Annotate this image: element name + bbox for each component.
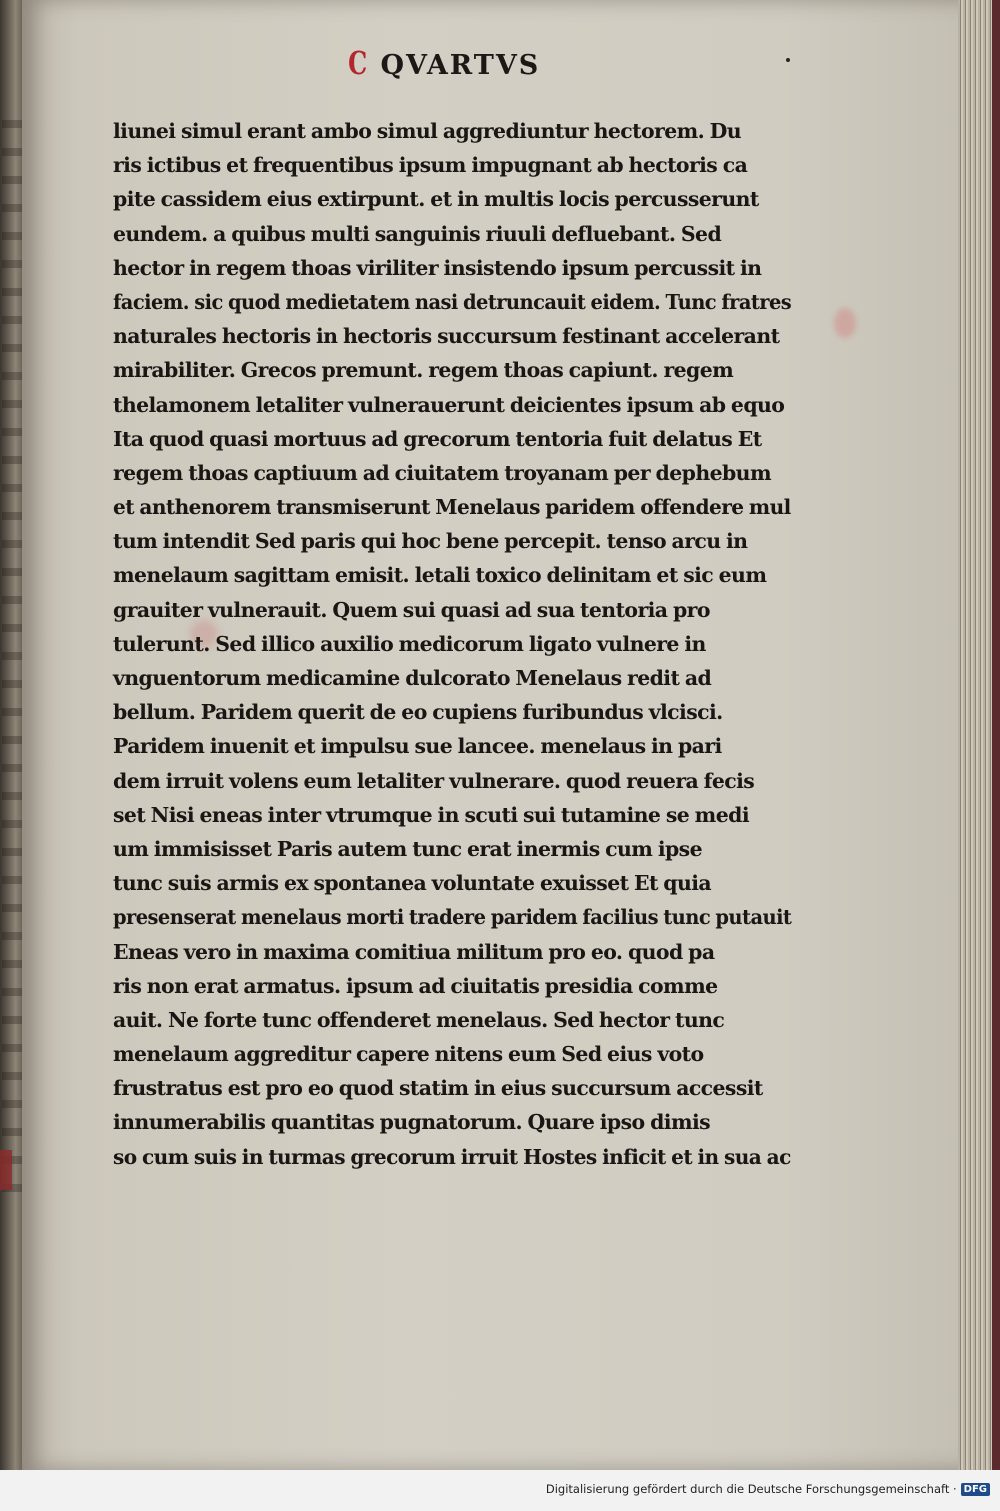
- text-line: frustratus est pro eo quod statim in eius succursum accessit: [113, 1076, 763, 1101]
- text-line: auit. Ne forte tunc offenderet menelaus. Sed hector tunc: [113, 1007, 725, 1032]
- text-line: faciem. sic quod medietatem nasi detruncauit eidem. Tunc fratres: [113, 289, 792, 314]
- text-line: dem irruit volens eum letaliter vulnerare. quod reuera fecis: [113, 768, 755, 793]
- text-line: um immisisset Paris autem tunc erat inermis cum ipse: [113, 836, 703, 861]
- rubric-initial: C: [348, 44, 368, 82]
- text-line: et anthenorem transmiserunt Menelaus paridem offendere mul: [113, 495, 791, 520]
- text-line: menelaum aggreditur capere nitens eum Sed eius voto: [113, 1042, 704, 1067]
- text-line: grauiter vulnerauit. Quem sui quasi ad sua tentoria pro: [113, 597, 710, 622]
- text-line: vnguentorum medicamine dulcorato Menelaus redit ad: [113, 666, 712, 690]
- text-line: pite cassidem eius extirpunt. et in multis locis percusserunt: [113, 187, 759, 212]
- book-cover-edge: [992, 0, 1000, 1470]
- text-line: liunei simul erant ambo simul aggrediuntur hectorem. Du: [113, 119, 742, 143]
- text-line: eundem. a quibus multi sanguinis riuuli defluebant. Sed: [113, 221, 722, 246]
- text-line: ris non erat armatus. ipsum ad ciuitatis presidia comme: [113, 973, 718, 998]
- text-line: innumerabilis quantitas pugnatorum. Quare ipso dimis: [113, 1110, 711, 1135]
- text-line: naturales hectoris in hectoris succursum festinant accelerant: [113, 324, 780, 349]
- header-title: QVARTVS: [380, 50, 541, 81]
- page-stack-edge: [958, 0, 1000, 1470]
- text-line: so cum suis in turmas grecorum irruit Hostes inficit et in sua ac: [113, 1144, 791, 1169]
- text-line: ris ictibus et frequentibus ipsum impugnant ab hectoris ca: [113, 153, 748, 178]
- ink-dot: [786, 58, 790, 62]
- text-line: set Nisi eneas inter vtrumque in scuti sui tutamine se medi: [113, 802, 749, 827]
- text-line: tunc suis armis ex spontanea voluntate exuisset Et quia: [113, 871, 712, 896]
- dfg-logo: DFG: [961, 1483, 990, 1496]
- text-line: Paridem inuenit et impulsu sue lancee. menelaus in pari: [113, 734, 722, 759]
- text-line: tulerunt. Sed illico auxilio medicorum ligato vulnere in: [113, 631, 706, 656]
- text-line: Ita quod quasi mortuus ad grecorum tentoria fuit delatus Et: [113, 426, 762, 451]
- text-line: Eneas vero in maxima comitiua militum pro eo. quod pa: [113, 939, 715, 964]
- footer-credit: [546, 1482, 990, 1496]
- text-line: hector in regem thoas viriliter insistendo ipsum percussit in: [113, 255, 762, 280]
- credit-text: Digitalisierung gefördert durch die Deutsche Forschungsgemeinschaft ·: [545, 1482, 957, 1496]
- facing-page-text-traces: [2, 120, 22, 1200]
- text-line: tum intendit Sed paris qui hoc bene percepit. tenso arcu in: [113, 529, 748, 554]
- red-stain: [834, 308, 856, 338]
- text-line: regem thoas captiuum ad ciuitatem troyanam per dephebum: [113, 460, 771, 485]
- text-line: presenserat menelaus morti tradere paridem facilius tunc putauit: [113, 905, 792, 930]
- text-line: thelamonem letaliter vulnerauerunt deicientes ipsum ab equo: [113, 392, 785, 417]
- facing-page-red-mark: [0, 1150, 12, 1190]
- text-line: menelaum sagittam emisit. letali toxico delinitam et sic eum: [113, 563, 767, 588]
- text-line: mirabiliter. Grecos premunt. regem thoas capiunt. regem: [113, 358, 734, 383]
- text-line: bellum. Paridem querit de eo cupiens furibundus vlcisci.: [113, 700, 723, 725]
- text-block: [113, 114, 793, 1174]
- running-header: [345, 44, 540, 84]
